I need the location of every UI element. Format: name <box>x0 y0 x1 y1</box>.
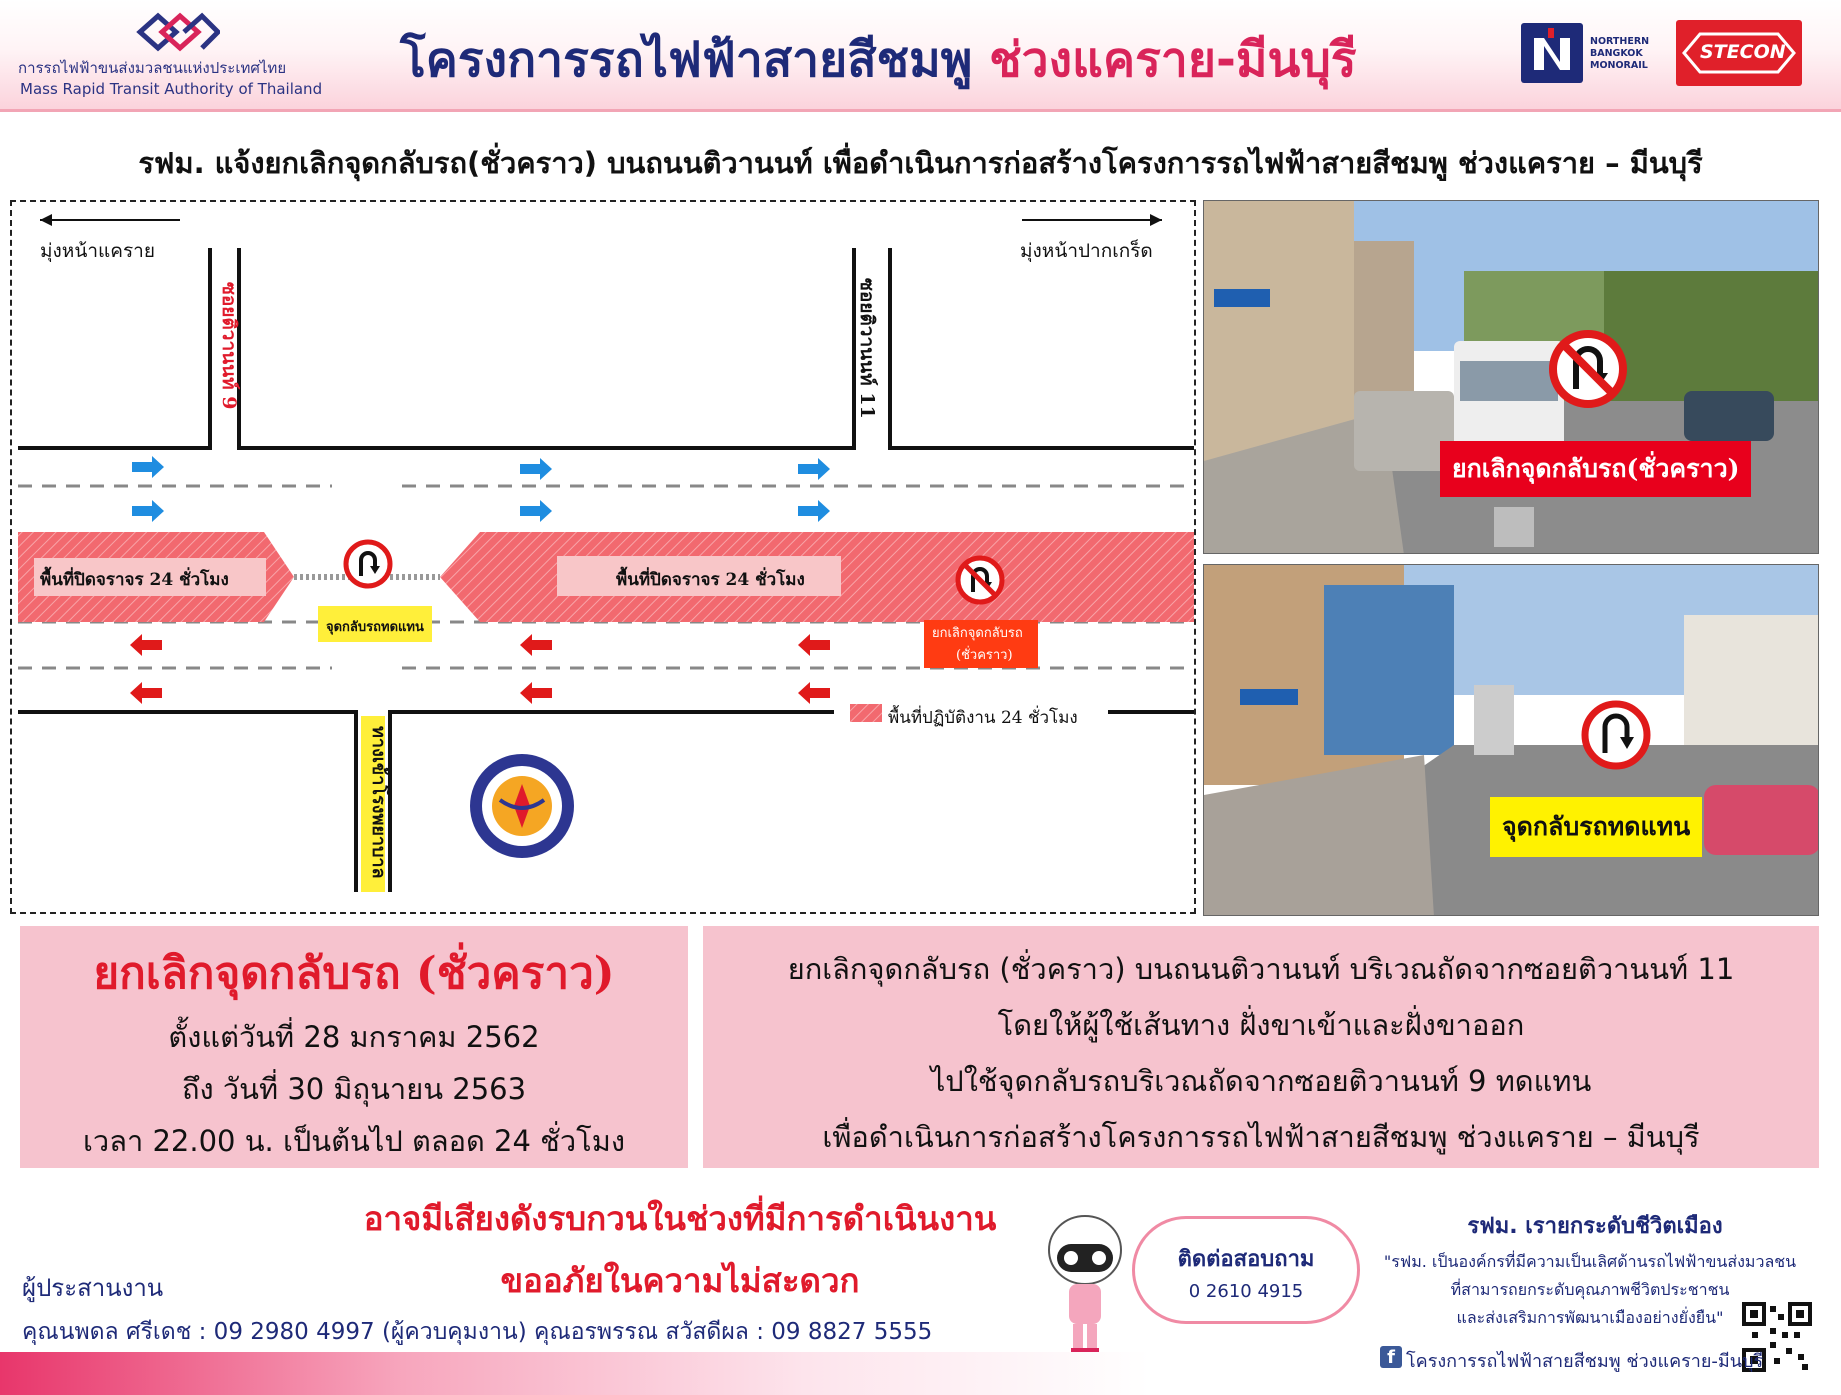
slogan-line-1: "รฟม. เป็นองค์กรที่มีความเป็นเลิศด้านรถไฟฟ้าขนส่งมวลชน <box>1383 1252 1797 1271</box>
blue-traffic-arrow-icon <box>520 458 552 480</box>
mascot-illustration <box>1035 1208 1135 1358</box>
red-traffic-arrow-icon <box>130 682 162 704</box>
blue-traffic-arrow-icon <box>132 456 164 478</box>
red-traffic-arrow-icon <box>130 634 162 656</box>
apology-text: ขออภัยในความไม่สะดวก <box>500 1261 860 1300</box>
header-banner <box>0 0 1841 112</box>
details-line-4: เพื่อดำเนินการก่อสร้างโครงการรถไฟฟ้าสายสีชมพู ช่วงแคราย – มีนบุรี <box>822 1120 1700 1154</box>
red-traffic-arrow-icon <box>520 634 552 656</box>
slogan-line-3: และส่งเสริมการพัฒนาเมืองอย่างยั่งยืน" <box>1456 1308 1724 1327</box>
contact-title: ติดต่อสอบถาม <box>1177 1247 1315 1272</box>
headline: รฟม. แจ้งยกเลิกจุดกลับรถ(ชั่วคราว) บนถนนติวานนท์ เพื่อดำเนินการก่อสร้างโครงการรถไฟฟ้าสายสีชมพู ช่วงแคราย – มีนบุรี <box>138 146 1703 180</box>
legend-swatch <box>850 704 882 722</box>
project-title <box>400 22 1357 98</box>
blue-traffic-arrow-icon <box>798 500 830 522</box>
northern-bangkok-monorail-logo <box>1520 22 1584 84</box>
blue-traffic-arrow-icon <box>520 500 552 522</box>
project-title-accent: ช่วงแคราย-มีนบุรี <box>989 32 1357 88</box>
noise-warning: อาจมีเสียงดังรบกวนในช่วงที่มีการดำเนินงาน <box>363 1199 997 1238</box>
street-photo-replacement-uturn <box>1203 564 1819 916</box>
period-start: ตั้งแต่วันที่ 28 มกราคม 2562 <box>168 1020 540 1054</box>
road-layout <box>12 202 1194 912</box>
period-end: ถึง วันที่ 30 มิถุนายน 2563 <box>181 1072 527 1106</box>
org-name-thai: การรถไฟฟ้าขนส่งมวลชนแห่งประเทศไทย <box>18 59 287 77</box>
soi11-label: ซอยติวานนท์ 11 <box>856 278 878 419</box>
footer-gradient-bar <box>0 1352 1150 1395</box>
facebook-page-link[interactable]: โครงการรถไฟฟ้าสายสีชมพู ช่วงแคราย-มีนบุรี <box>1406 1351 1764 1372</box>
institute-emblem <box>470 754 574 858</box>
cancellation-period-box <box>20 926 688 1168</box>
cancellation-title: ยกเลิกจุดกลับรถ (ชั่วคราว) <box>93 948 615 999</box>
contact-badge <box>1132 1216 1360 1324</box>
closed-area-label-left: พื้นที่ปิดจราจร 24 ชั่วโมง <box>40 570 229 590</box>
red-traffic-arrow-icon <box>798 682 830 704</box>
red-traffic-arrow-icon <box>520 682 552 704</box>
closed-area-label-right: พื้นที่ปิดจราจร 24 ชั่วโมง <box>616 570 805 590</box>
cancellation-details-box <box>703 926 1819 1168</box>
uturn-replacement-label: จุดกลับรถทดแทน <box>326 620 424 635</box>
blue-traffic-arrow-icon <box>132 500 164 522</box>
blue-traffic-arrow-icon <box>798 458 830 480</box>
details-line-2: โดยให้ผู้ใช้เส้นทาง ฝั่งขาเข้าและฝั่งขาออก <box>997 1008 1525 1042</box>
details-line-3: ไปใช้จุดกลับรถบริเวณถัดจากซอยติวานนท์ 9 ทดแทน <box>930 1064 1592 1098</box>
partner2-text: STECON <box>1700 41 1786 63</box>
facebook-icon[interactable]: f <box>1380 1346 1402 1368</box>
mrta-logo <box>130 10 220 54</box>
coordinator-contacts: คุณนพดล ศรีเดช : 09 2980 4997 (ผู้ควบคุมงาน) คุณอรพรรณ สวัสดีผล : 09 8827 5555 <box>22 1319 933 1345</box>
org-name-english: Mass Rapid Transit Authority of Thailand <box>20 80 323 98</box>
no-uturn-sign-icon <box>958 558 1002 602</box>
photo1-label: ยกเลิกจุดกลับรถ(ชั่วคราว) <box>1440 441 1751 497</box>
no-uturn-sign-icon <box>1548 329 1628 409</box>
soi9-label: ซอยติวานนท์ 9 <box>218 282 240 410</box>
details-line-1: ยกเลิกจุดกลับรถ (ชั่วคราว) บนถนนติวานนท์ บริเวณถัดจากซอยติวานนท์ 11 <box>787 952 1735 986</box>
photo2-label: จุดกลับรถทดแทน <box>1490 797 1702 857</box>
red-traffic-arrow-icon <box>798 634 830 656</box>
slogan-title: รฟม. เรายกระดับชีวิตเมือง <box>1467 1214 1723 1239</box>
uturn-cancel-label-2: (ชั่วคราว) <box>956 648 1013 663</box>
contact-phone: 0 2610 4915 <box>1188 1281 1304 1302</box>
period-time: เวลา 22.00 น. เป็นต้นไป ตลอด 24 ชั่วโมง <box>83 1124 625 1158</box>
uturn-sign-icon <box>1580 699 1652 771</box>
street-photo-cancelled-uturn <box>1203 200 1819 554</box>
project-title-main: โครงการรถไฟฟ้าสายสีชมพู <box>400 32 990 88</box>
partner1-line3: MONORAIL <box>1590 60 1648 71</box>
direction-label-pakkret: มุ่งหน้าปากเกร็ด <box>1020 240 1153 262</box>
traffic-diagram <box>10 200 1196 914</box>
uturn-cancel-label-1: ยกเลิกจุดกลับรถ <box>932 626 1023 641</box>
partner1-text <box>1590 36 1649 72</box>
direction-label-kharai: มุ่งหน้าแคราย <box>40 240 155 262</box>
coordinator-label: ผู้ประสานงาน <box>22 1274 164 1302</box>
partner1-line2: BANGKOK <box>1590 48 1643 59</box>
partner1-line1: NORTHERN <box>1590 36 1650 47</box>
slogan-line-2: ที่สามารถยกระดับคุณภาพชีวิตประชาชน <box>1450 1280 1730 1299</box>
hospital-road-label: ทางเข้าโรงพยาบาล <box>368 726 389 879</box>
legend-label: พื้นที่ปฏิบัติงาน 24 ชั่วโมง <box>888 708 1078 728</box>
uturn-sign-icon <box>346 542 390 586</box>
